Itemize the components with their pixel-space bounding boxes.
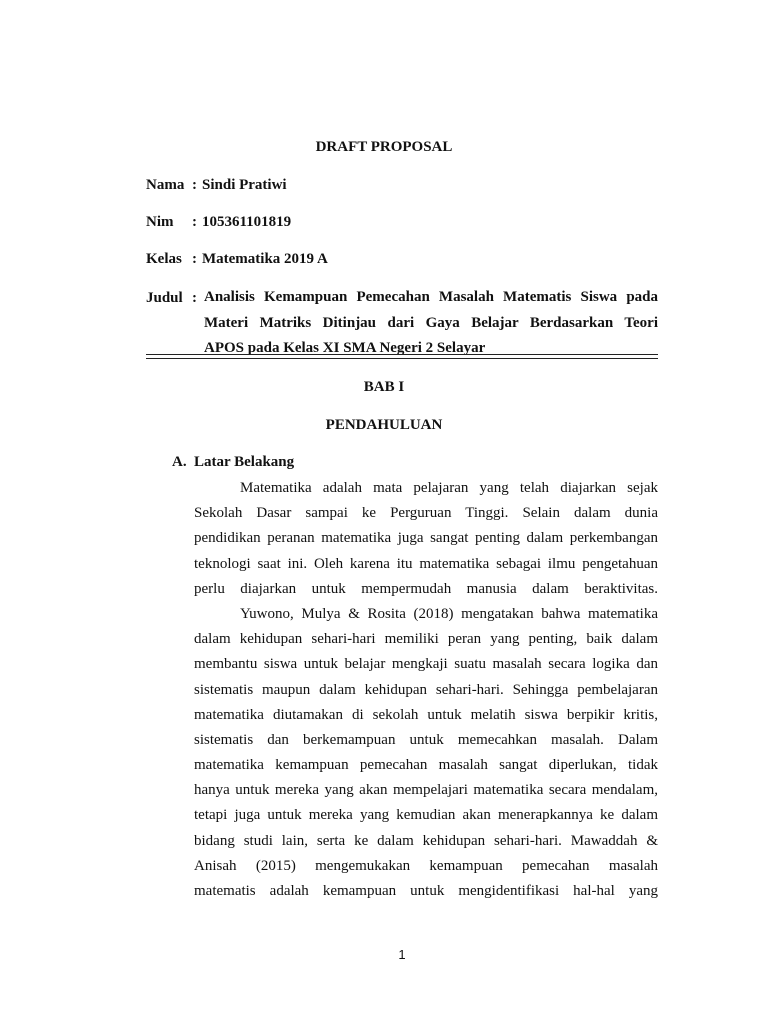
body-line: teknologi saat ini. Oleh karena itu matematika sebagai ilmu pengetahuan	[194, 555, 658, 572]
body-line: tetapi juga untuk mereka yang kemudian akan menerapkannya ke dalam	[194, 807, 658, 824]
body-line: Sekolah Dasar sampai ke Perguruan Tinggi. Selain dalam dunia	[194, 505, 658, 522]
judul-line: Materi Matriks Ditinjau dari Gaya Belajar Berdasarkan Teori	[204, 314, 658, 331]
section-heading	[172, 452, 294, 472]
divider-line	[146, 354, 658, 355]
body-line: pendidikan peranan matematika juga sangat penting dalam perkembangan	[194, 530, 658, 547]
kelas-separator: :	[192, 251, 197, 267]
section-letter: A.	[172, 454, 187, 470]
chapter-heading: BAB I	[363, 379, 405, 395]
chapter-title: PENDAHULUAN	[325, 417, 443, 433]
body-line: membantu siswa untuk belajar mengkaji suatu masalah secara logika dan	[194, 656, 658, 673]
judul-separator: :	[192, 290, 197, 306]
nim-value: 105361101819	[202, 214, 292, 230]
body-line: sistematis dan berkemampuan untuk memecahkan masalah. Dalam	[194, 731, 658, 748]
body-line: Yuwono, Mulya & Rosita (2018) mengatakan bahwa matematika	[240, 605, 658, 622]
body-line: matematika kemampuan pemecahan masalah sangat diperlukan, tidak	[194, 757, 658, 774]
divider-line	[146, 358, 658, 359]
kelas-label: Kelas	[146, 251, 182, 267]
judul-label: Judul	[146, 290, 183, 306]
section-title: Latar Belakang	[194, 454, 295, 470]
nim-label: Nim	[146, 214, 174, 230]
nama-separator: :	[192, 177, 197, 193]
judul-line: APOS pada Kelas XI SMA Negeri 2 Selayar	[204, 340, 486, 356]
nama-value: Sindi Pratiwi	[202, 177, 287, 193]
body-line: sistematis maupun dalam kehidupan sehari-hari. Sehingga pembelajaran	[194, 681, 658, 698]
body-line: perlu diajarkan untuk mempermudah manusia dalam beraktivitas.	[194, 580, 658, 597]
body-line: dalam kehidupan sehari-hari memiliki peran yang penting, baik dalam	[194, 631, 658, 648]
nim-separator: :	[192, 214, 197, 230]
judul-value	[204, 285, 658, 362]
body-line: Anisah (2015) mengemukakan kemampuan pemecahan masalah	[194, 857, 658, 874]
body-line: matematis adalah kemampuan untuk mengidentifikasi hal-hal yang	[194, 883, 658, 899]
judul-line: Analisis Kemampuan Pemecahan Masalah Matematis Siswa pada	[204, 289, 658, 305]
document-title: DRAFT PROPOSAL	[315, 139, 453, 155]
body-paragraphs	[194, 476, 658, 904]
body-line: Matematika adalah mata pelajaran yang telah diajarkan sejak	[240, 480, 658, 496]
page-number: 1	[398, 947, 406, 962]
kelas-value: Matematika 2019 A	[202, 251, 328, 267]
body-line: hanya untuk mereka yang akan mempelajari matematika secara mendalam,	[194, 782, 658, 799]
body-line: matematika diutamakan di sekolah untuk melatih siswa berpikir kritis,	[194, 706, 658, 723]
nama-label: Nama	[146, 177, 185, 193]
body-line: bidang studi lain, serta ke dalam kehidupan sehari-hari. Mawaddah &	[194, 832, 658, 849]
